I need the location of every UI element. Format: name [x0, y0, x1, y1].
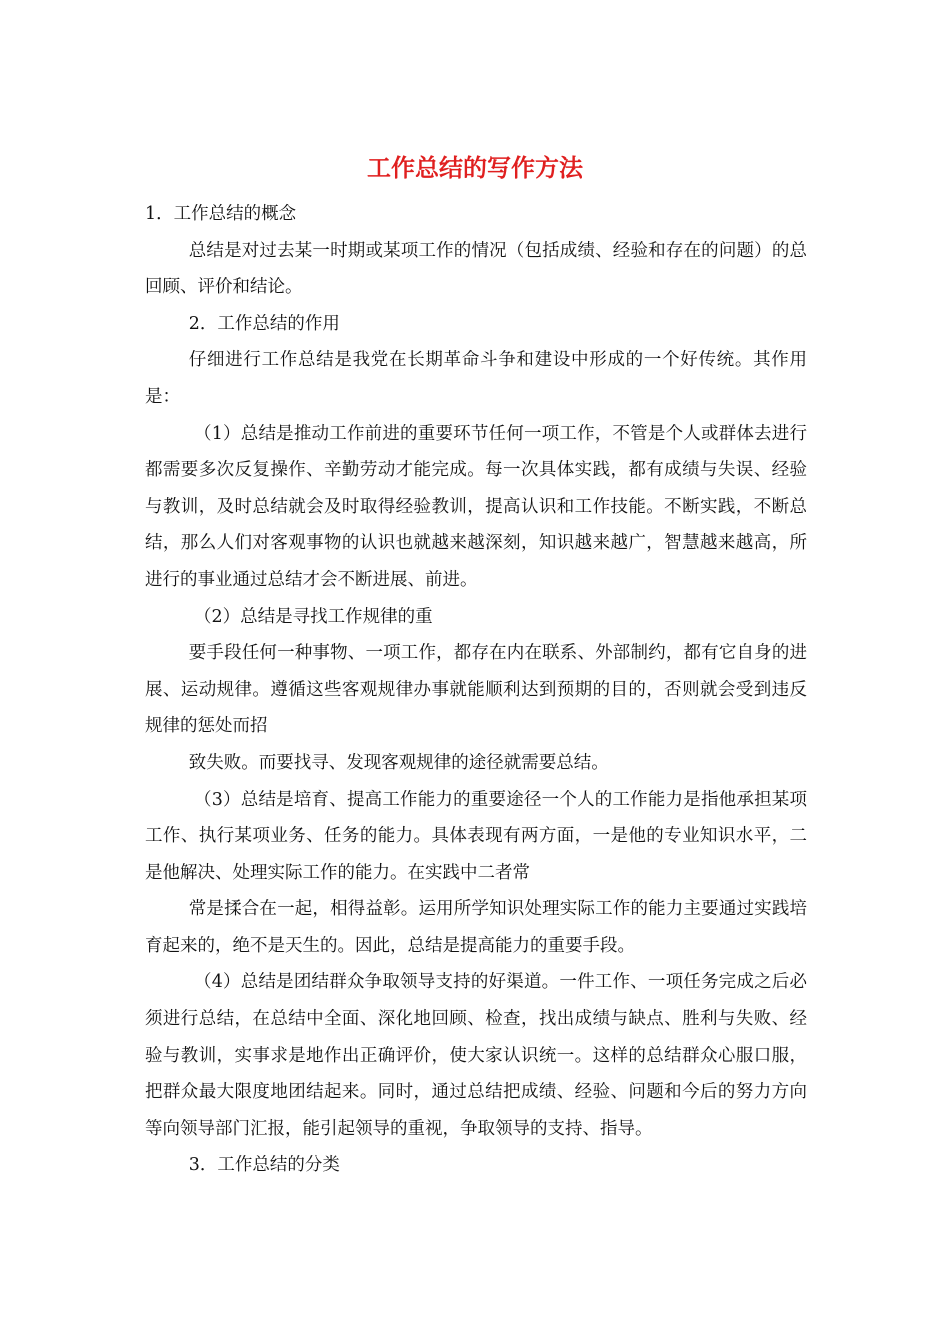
- document-title: 工作总结的写作方法: [367, 153, 583, 182]
- paragraph-role-intro: 仔细进行工作总结是我党在长期革命斗争和建设中形成的一个好传统。其作用是：: [145, 350, 807, 407]
- section-heading-2: 2．工作总结的作用: [188, 313, 340, 334]
- paragraph-role-2-heading: （2）总结是寻找工作规律的重: [194, 606, 433, 627]
- paragraph-role-3-end: 常是揉合在一起，相得益彰。运用所学知识处理实际工作的能力主要通过实践培育起来的，绝不是天生的。因此，总结是提高能力的重要手段。: [145, 899, 807, 956]
- section-heading-3: 3．工作总结的分类: [188, 1155, 340, 1176]
- document-body: [145, 196, 807, 1184]
- paragraph-role-4: （4）总结是团结群众争取领导支持的好渠道。一件工作、一项任务完成之后必须进行总结，在总结中全面、深化地回顾、检查，找出成绩与缺点、胜利与失败、经验与教训，实事求是地作出正确评价，使大家认识统一。这样的总结群众心服口服，把群众最大限度地团结起来。同时，通过总结把成绩、经验、问题和今后的努力方向等向领导部门汇报，能引起领导的重视，争取领导的支持、指导。: [145, 972, 807, 1139]
- paragraph-role-2-end: 致失败。而要找寻、发现客观规律的途径就需要总结。: [188, 752, 609, 773]
- paragraph-role-3: （3）总结是培育、提高工作能力的重要途径一个人的工作能力是指他承担某项工作、执行某项业务、任务的能力。具体表现有两方面，一是他的专业知识水平，二是他解决、处理实际工作的能力。在实践中二者常: [145, 789, 807, 883]
- paragraph-definition: 总结是对过去某一时期或某项工作的情况（包括成绩、经验和存在的问题）的总回顾、评价和结论。: [145, 240, 807, 298]
- paragraph-role-1: （1）总结是推动工作前进的重要环节任何一项工作，不管是个人或群体去进行都需要多次反复操作、辛勤劳动才能完成。每一次具体实践，都有成绩与失误、经验与教训，及时总结就会及时取得经验教训，提高认识和工作技能。不断实践，不断总结，那么人们对客观事物的认识也就越来越深刻，知识越来越广，智慧越来越高，所进行的事业通过总结才会不断进展、前进。: [145, 423, 807, 590]
- section-heading-1: 1．工作总结的概念: [145, 204, 297, 224]
- paragraph-role-2-body: 要手段任何一种事物、一项工作，都存在内在联系、外部制约，都有它自身的进展、运动规律。遵循这些客观规律办事就能顺利达到预期的目的，否则就会受到违反规律的惩处而招: [145, 643, 807, 737]
